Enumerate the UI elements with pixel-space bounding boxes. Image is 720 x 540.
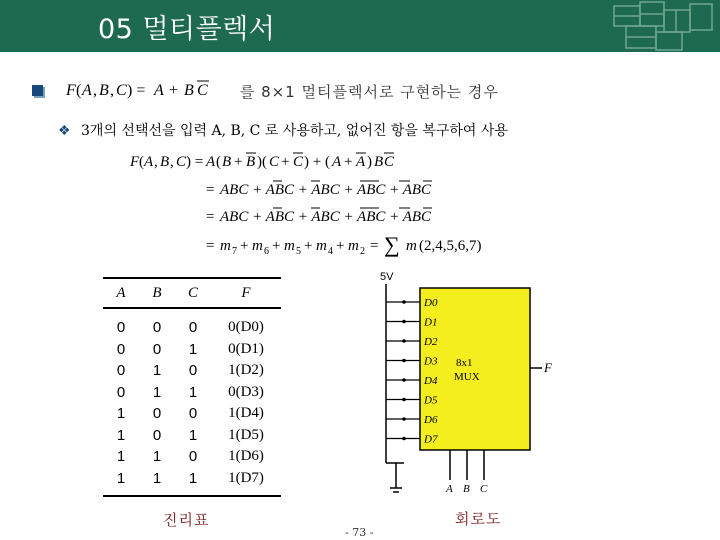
svg-text:)(: )( [257,154,267,170]
svg-text:m: m [220,238,231,254]
supply-label: 5V [380,271,394,283]
table-cell: 0 [152,405,162,422]
header-c: C [175,278,211,308]
truth-table-caption: 진리표 [163,511,210,529]
header-a: A [103,278,139,308]
svg-text:C: C [269,154,280,170]
svg-text:+: + [169,82,179,99]
table-cell: 1(D6) [228,448,264,464]
slide-title: 05 멀티플렉서 [98,14,276,45]
svg-text:+: + [272,238,281,254]
table-cell: 1 [188,383,198,401]
circuit-caption: 회로도 [455,510,502,528]
table-row [103,403,281,425]
table-row [103,382,281,404]
table-cell: 1(D4) [228,405,264,421]
svg-text:): ) [367,154,372,170]
slide-header [0,0,720,52]
header-decoration-icon [600,0,720,52]
mux-input-label: D5 [424,394,438,407]
formula-fabc [62,79,234,101]
svg-text:6: 6 [264,246,269,257]
svg-text:A: A [154,82,165,99]
table-cell: 0 [116,383,126,401]
output-f-label: F [544,360,552,375]
svg-text:+: + [281,154,290,170]
table-row [103,425,281,447]
junction-dot [402,398,406,402]
truth-table [103,277,281,497]
truth-table-header [103,278,281,308]
svg-text:B: B [99,82,110,99]
table-cell: 1(D5) [228,426,264,443]
table-row [103,339,281,361]
svg-text:m: m [406,238,417,254]
diamond-bullet-icon: ❖ [58,123,71,139]
svg-text:(: ( [216,154,221,170]
table-cell: 0 [116,340,126,358]
svg-text:,: , [110,82,115,99]
table-row [103,360,281,382]
table-cell: 1 [188,426,198,444]
table-cell: 1 [103,468,139,497]
svg-text:C: C [293,154,304,170]
table-cell: 0(D0) [228,319,264,335]
junction-dot [402,417,406,421]
mux-input-label: D4 [424,375,438,387]
table-cell: 0 [188,405,198,422]
sub-bullet [58,120,508,140]
table-cell: 1 [188,340,198,358]
table-cell: 0 [188,448,198,465]
table-cell: 1 [175,468,211,497]
table-row [103,468,281,497]
svg-text:+: + [240,238,249,254]
svg-text:B: B [184,82,195,99]
svg-text:B: B [246,154,256,170]
main-bullet [32,79,499,102]
table-cell: 0 [188,362,198,379]
select-c-label: C [480,483,488,495]
table-cell: 1 [152,383,162,401]
svg-text:m: m [348,238,359,254]
svg-text:,: , [93,82,98,99]
table-cell: 0 [152,340,162,358]
svg-text:C: C [384,154,395,170]
svg-text:ABC + ABC + ABC + ABC + ABC: ABC + ABC + ABC + ABC + ABC [220,209,432,225]
svg-text:=: = [206,182,215,198]
svg-text:=: = [370,238,379,254]
svg-text:) =: ) = [127,82,146,99]
mux-input-label: D0 [424,297,438,309]
svg-text:B: B [222,154,232,170]
svg-text:∑: ∑ [384,232,400,257]
header-f: F [211,278,281,308]
svg-text:C: C [176,154,187,170]
table-cell: 0 [152,319,162,336]
svg-text:=: = [206,238,215,254]
svg-text:F: F [130,154,140,170]
table-cell: 0 [116,319,126,336]
header-b: B [139,278,175,308]
table-cell: 1 [139,468,175,497]
table-cell: 1 [152,448,162,465]
svg-text:(: ( [76,82,82,99]
svg-text:C: C [197,82,209,99]
svg-text:=: = [206,209,215,225]
table-cell: 0(D3) [228,383,264,400]
svg-text:(2,4,5,6,7): (2,4,5,6,7) [419,238,482,254]
svg-text:m: m [284,238,295,254]
svg-text:m: m [316,238,327,254]
mux-label-mux: MUX [454,371,480,383]
line2-text: 3개의 선택선을 입력 A, B, C 로 사용하고, 없어진 항을 복구하여 사용 [81,123,508,139]
mux-input-label: D2 [424,336,438,348]
junction-dot [402,359,406,363]
table-row [103,308,281,339]
svg-text:B: B [374,154,384,170]
select-a-label: A [446,483,453,495]
svg-text:(: ( [139,154,144,170]
svg-text:) =: ) = [186,154,204,170]
svg-text:+: + [344,154,353,170]
mux-input-label: D1 [424,316,438,329]
table-row [103,446,281,468]
svg-text:+: + [234,154,243,170]
svg-text:+: + [336,238,345,254]
svg-text:,: , [170,154,174,170]
svg-text:ABC + ABC + ABC + ABC + ABC: ABC + ABC + ABC + ABC + ABC [220,182,432,198]
junction-dot [402,339,406,343]
svg-text:A: A [144,154,154,170]
square-bullet-icon [32,85,43,96]
table-cell: 1(D7) [211,468,281,497]
mux-input-label: D3 [424,355,438,368]
mux-input-label: D6 [424,414,438,426]
svg-text:C: C [116,82,128,99]
svg-text:B: B [160,154,170,170]
svg-text:5: 5 [296,246,301,257]
svg-text:) + (: ) + ( [304,154,330,170]
table-cell: 0 [116,362,126,379]
svg-text:A: A [332,154,342,170]
mux-circuit-diagram [370,268,580,496]
svg-text:+: + [304,238,313,254]
table-cell: 0(D1) [228,340,264,357]
svg-text:A: A [206,154,216,170]
svg-text:F: F [66,82,77,99]
svg-text:4: 4 [328,246,333,257]
mux-label-8x1: 8x1 [456,357,473,369]
table-cell: 1 [116,448,126,465]
table-cell: 1 [152,362,162,379]
svg-text:A: A [356,154,366,170]
line1-text: 를 8×1 멀티플렉서로 구현하는 경우 [239,83,499,101]
junction-dot [402,320,406,324]
svg-text:,: , [154,154,158,170]
table-cell: 0 [152,426,162,444]
boolean-equations [120,148,540,263]
table-cell: 1(D2) [228,362,264,378]
table-cell: 0 [188,319,198,336]
junction-dot [402,437,406,441]
svg-text:7: 7 [232,246,237,257]
svg-text:m: m [252,238,263,254]
page-number: - 73 - [345,526,374,539]
table-cell: 1 [116,426,126,444]
junction-dot [402,300,406,304]
table-cell: 1 [116,405,126,422]
mux-input-label: D7 [424,433,438,446]
svg-text:A: A [82,82,93,99]
junction-dot [402,378,406,382]
select-b-label: B [463,483,470,495]
svg-text:2: 2 [360,246,365,257]
